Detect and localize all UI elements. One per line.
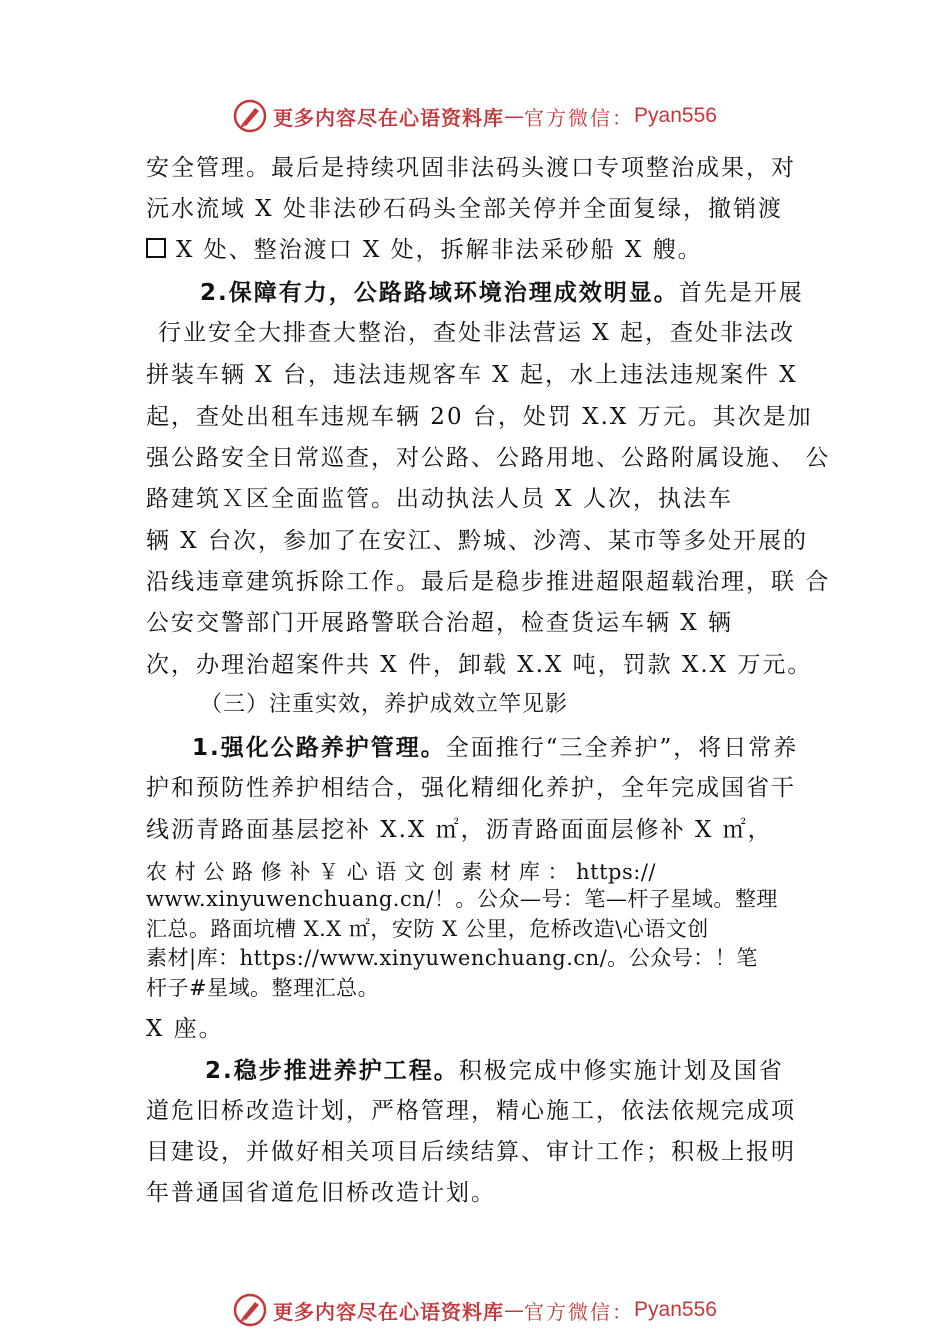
bold-heading: 2.保障有力，公路路域环境治理成效明显。: [200, 280, 679, 306]
text-span: 首先是开展: [678, 280, 804, 306]
header-wechat-label: 官方微信：: [524, 105, 635, 130]
text-line: 农 村 公 路 修 补 ￥ 心 语 文 创 素 材 库 ： https://: [146, 860, 656, 884]
header-account: Pyan556: [634, 104, 717, 127]
text-line: 线沥青路面基层挖补 X.X ㎡，沥青路面面层修补 X ㎡，: [146, 817, 773, 843]
text-span: 积极完成中修实施计划及国省: [458, 1058, 784, 1084]
text-line: 行业安全大排查大整治，查处非法营运 X 起，查处非法改: [158, 320, 795, 346]
checkbox-glyph: [146, 238, 166, 258]
bold-heading: 2.稳步推进养护工程。: [205, 1058, 459, 1084]
text-line: 安全管理。最后是持续巩固非法码头渡口专项整治成果，对: [146, 155, 796, 181]
text-line: 汇总。路面坑槽 X.X ㎡，安防 X 公里，危桥改造\心语文创: [146, 917, 709, 941]
text-line: [192, 733, 798, 763]
text-line: 沅水流域 X 处非法砂石码头全部关停并全面复绿，撤销渡: [146, 196, 783, 222]
text-line: www.xinyuwenchuang.cn/！。公众—号：笔—杆子星域。整理: [146, 887, 778, 911]
text-line: [200, 278, 804, 308]
text-line: 拼装车辆 X 台，违法违规客车 X 起，水上违法违规案件 X: [146, 362, 798, 388]
text-line: 年普通国省道危旧桥改造计划。: [146, 1180, 496, 1206]
text-span: 全面推行“三全养护”，将日常养: [445, 735, 799, 761]
text-line: [205, 1056, 784, 1086]
text-line: 辆 X 台次，参加了在安江、黔城、沙湾、某市等多处开展的: [146, 528, 808, 554]
text-line: 起，查处出租车违规车辆 20 台，处罚 X.X 万元。其次是加: [146, 404, 813, 430]
footer-wechat-label: 官方微信：: [524, 1299, 635, 1324]
header-brand: 更多内容尽在心语资料库: [273, 105, 505, 130]
footer-account: Pyan556: [634, 1298, 717, 1321]
text-line: 强公路安全日常巡查，对公路、公路用地、公路附属设施、 公: [146, 445, 831, 471]
text-line: 道危旧桥改造计划，严格管理，精心施工，依法依规完成项: [146, 1098, 796, 1124]
text-line: [146, 235, 703, 265]
text-line: 素材|库：https://www.xinyuwenchuang.cn/。公众号：！笔: [146, 946, 758, 970]
text-line: 杆子#星域。整理汇总。: [146, 976, 380, 1000]
header-separator: —: [504, 104, 525, 128]
text-line: X 座。: [146, 1016, 224, 1042]
text-span: X 处、整治渡口 X 处，拆解非法采砂船 X 艘。: [176, 237, 703, 263]
pen-logo-icon: [233, 1293, 267, 1327]
header-banner: [0, 96, 950, 136]
pen-logo-icon: [233, 99, 267, 133]
bold-heading: 1.强化公路养护管理。: [192, 735, 446, 761]
text-line: 次，办理治超案件共 X 件，卸载 X.X 吨，罚款 X.X 万元。: [146, 652, 813, 678]
text-line: 护和预防性养护相结合，强化精细化养护，全年完成国省干: [146, 775, 796, 801]
footer-separator: —: [504, 1298, 525, 1322]
text-line: 目建设，并做好相关项目后续结算、审计工作；积极上报明: [146, 1139, 796, 1165]
text-line: 沿线违章建筑拆除工作。最后是稳步推进超限超载治理，联 合: [146, 569, 831, 595]
text-line: 公安交警部门开展路警联合治超，检查货运车辆 X 辆: [146, 610, 733, 636]
footer-banner: [0, 1290, 950, 1330]
text-line: 路建筑Ｘ区全面监管。出动执法人员 X 人次，执法车: [146, 486, 733, 512]
section-heading: （三）注重实效，养护成效立竿见影: [200, 692, 569, 717]
footer-brand: 更多内容尽在心语资料库: [273, 1299, 505, 1324]
